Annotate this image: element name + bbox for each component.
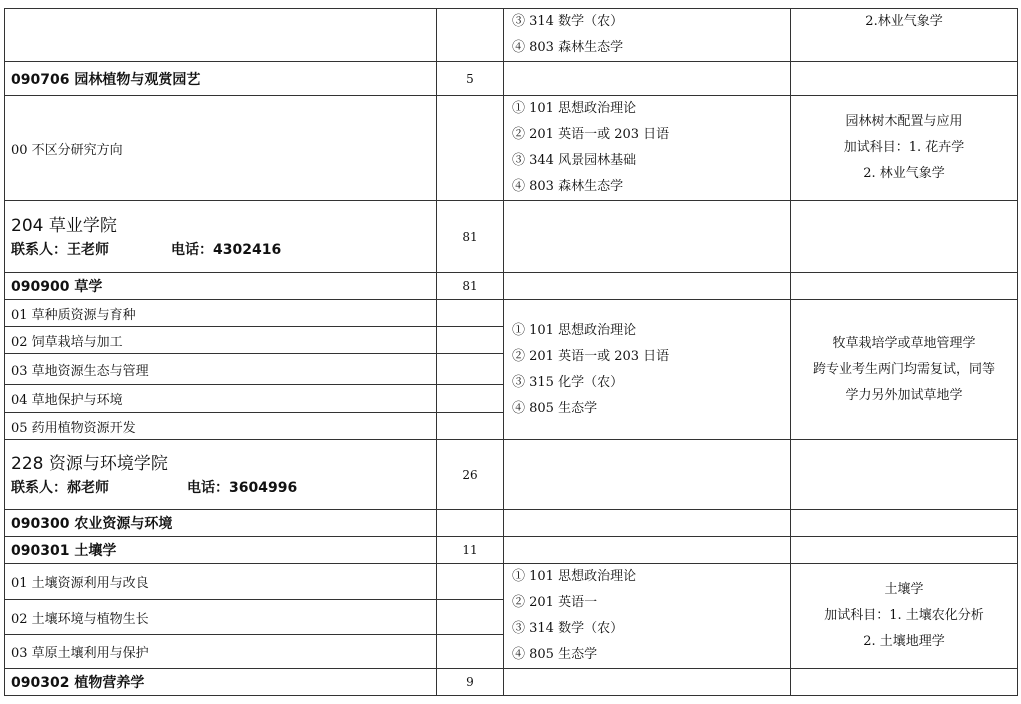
direction-name: 00 不区分研究方向 (5, 96, 437, 201)
major-name: 090900 草学 (5, 273, 437, 300)
remark-cell: 园林树木配置与应用 加试科目：1. 花卉学 2. 林业气象学 (791, 96, 1018, 201)
count-cell (437, 600, 504, 634)
direction-name: 03 草地资源生态与管理 (5, 354, 437, 385)
college-cell (5, 440, 437, 510)
table-row (5, 96, 1018, 201)
table-row (5, 300, 1018, 327)
enrollment-count: 81 (437, 201, 504, 273)
major-name: 090302 植物营养学 (5, 669, 437, 696)
count-cell (437, 96, 504, 201)
exam-subjects-cell (504, 273, 791, 300)
college-contact (11, 239, 430, 261)
remark-cell (791, 440, 1018, 510)
remark-cell (791, 510, 1018, 537)
contact-phone: 电话：3604996 (187, 479, 298, 496)
direction-name: 01 土壤资源利用与改良 (5, 564, 437, 600)
major-name: 090301 土壤学 (5, 537, 437, 564)
count-cell (437, 510, 504, 537)
remark-cell (791, 62, 1018, 96)
count-cell (437, 385, 504, 413)
count-cell (437, 354, 504, 385)
table-row (5, 564, 1018, 600)
exam-subjects-cell: ① 101 思想政治理论 ② 201 英语一 ③ 314 数学（农） ④ 805 生态学 (504, 564, 791, 669)
enrollment-count: 81 (437, 273, 504, 300)
major-name: 090706 园林植物与观赏园艺 (5, 62, 437, 96)
count-cell (437, 327, 504, 354)
count-cell (437, 564, 504, 600)
table-row (5, 669, 1018, 696)
contact-phone: 电话：4302416 (171, 241, 282, 258)
admissions-table (4, 8, 1018, 696)
direction-name: 04 草地保护与环境 (5, 385, 437, 413)
enrollment-count: 26 (437, 440, 504, 510)
enrollment-count: 9 (437, 669, 504, 696)
college-contact (11, 477, 430, 499)
exam-subjects-cell (504, 201, 791, 273)
table-row (5, 201, 1018, 273)
direction-name: 01 草种质资源与育种 (5, 300, 437, 327)
table-row (5, 537, 1018, 564)
table-row (5, 273, 1018, 300)
exam-subjects-cell: ③ 314 数学（农） ④ 803 森林生态学 (504, 9, 791, 62)
college-name: 228 资源与环境学院 (11, 453, 168, 474)
exam-subjects-cell (504, 510, 791, 537)
remark-cell (791, 537, 1018, 564)
direction-name: 03 草原土壤利用与保护 (5, 634, 437, 668)
enrollment-count: 11 (437, 537, 504, 564)
remark-cell: 2.林业气象学 (791, 9, 1018, 62)
direction-name: 05 药用植物资源开发 (5, 413, 437, 440)
exam-subjects-cell: ① 101 思想政治理论 ② 201 英语一或 203 日语 ③ 315 化学（农） ④ 805 生态学 (504, 300, 791, 440)
table-row (5, 510, 1018, 537)
count-cell (437, 300, 504, 327)
direction-cell (5, 9, 437, 62)
table-row (5, 9, 1018, 62)
remark-cell: 牧草栽培学或草地管理学 跨专业考生两门均需复试，同等 学力另外加试草地学 (791, 300, 1018, 440)
college-cell (5, 201, 437, 273)
college-name: 204 草业学院 (11, 215, 117, 236)
table-row (5, 62, 1018, 96)
table-row (5, 440, 1018, 510)
direction-name: 02 饲草栽培与加工 (5, 327, 437, 354)
contact-person: 联系人：王老师 (11, 241, 109, 258)
remark-cell (791, 669, 1018, 696)
remark-cell (791, 273, 1018, 300)
exam-subjects-cell (504, 440, 791, 510)
count-cell (437, 9, 504, 62)
contact-person: 联系人：郝老师 (11, 479, 109, 496)
count-cell (437, 413, 504, 440)
remark-cell (791, 201, 1018, 273)
major-name: 090300 农业资源与环境 (5, 510, 437, 537)
remark-cell: 土壤学 加试科目：1. 土壤农化分析 2. 土壤地理学 (791, 564, 1018, 669)
count-cell (437, 634, 504, 668)
exam-subjects-cell (504, 537, 791, 564)
exam-subjects-cell (504, 669, 791, 696)
enrollment-count: 5 (437, 62, 504, 96)
direction-name: 02 土壤环境与植物生长 (5, 600, 437, 634)
exam-subjects-cell (504, 62, 791, 96)
exam-subjects-cell: ① 101 思想政治理论 ② 201 英语一或 203 日语 ③ 344 风景园林基础 ④ 803 森林生态学 (504, 96, 791, 201)
